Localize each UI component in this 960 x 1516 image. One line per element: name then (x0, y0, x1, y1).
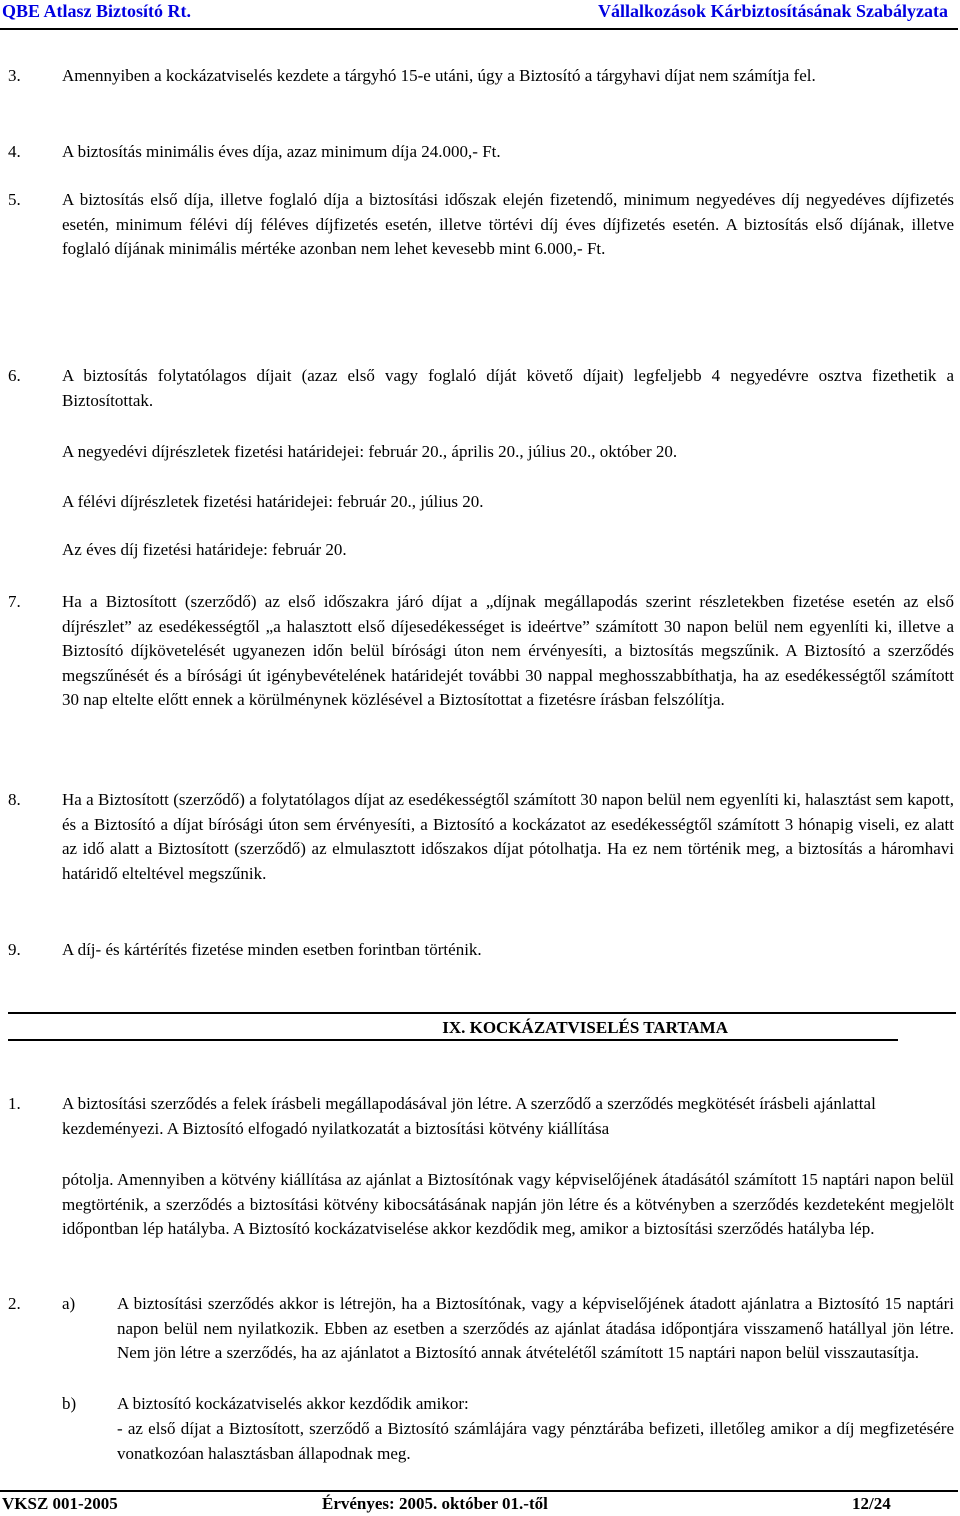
item-3-number: 3. (8, 66, 21, 85)
item-6-annual-deadline: Az éves díj fizetési határideje: február 20. (62, 540, 347, 559)
page-footer (0, 1490, 960, 1516)
item-4-text: A biztosítás minimális éves díja, azaz minimum díja 24.000,- Ft. (62, 142, 501, 161)
sec-item-1-number: 1. (8, 1094, 21, 1113)
section-top-rule (8, 1012, 956, 1014)
header-company: QBE Atlasz Biztosító Rt. (2, 1, 191, 21)
item-4-number: 4. (8, 142, 21, 161)
sec-item-2a-text: A biztosítási szerződés akkor is létrejön, ha a Biztosítónak, vagy a képviselőjének átadott ajánlatra a Biztosító 15 naptári napon belül nem nyilatkozik. Ebben az esetben a szerződés az ajánlat átadása időpontjára visszamenő hatállyal jön létre. Nem jön létre a szerződés, ha az ajánlatot a Biztosító annak átvételétől számított 15 naptári napon belül visszautasítja. (117, 1294, 954, 1362)
item-6-semiannual-deadlines: A félévi díjrészletek fizetési határidejei: február 20., július 20. (62, 492, 484, 511)
item-5-text: A biztosítás első díja, illetve foglaló díja a biztosítási időszak elején fizetendő, minimum negyedéves díj negyedéves díjfizetés esetén, minimum félévi díj féléves díjfizetés esetén, illetve törtévi díj éves díjfizetés esetén. A biztosítás első díjának, illetve foglaló díjának minimális mértéke azonban nem lehet kevesebb mint 6.000,- Ft. (62, 190, 954, 258)
item-6-text: A biztosítás folytatólagos díjait (azaz első vagy foglaló díját követő díjait) legfeljebb 4 negyedévre osztva fizethetik a Biztosítottak. (62, 366, 954, 410)
sec-item-2b-line: - az első díjat a Biztosított, szerződő a Biztosító számlájára vagy pénztárába befizeti, illetőleg amikor a díj megfizetésére vonatkozóan halasztásban állapodnak meg. (117, 1419, 954, 1463)
sec-item-2-number: 2. (8, 1294, 21, 1313)
item-6-quarterly-deadlines: A negyedévi díjrészletek fizetési határidejei: február 20., április 20., július 20., október 20. (62, 442, 678, 461)
item-6-number: 6. (8, 366, 21, 385)
item-5-number: 5. (8, 190, 21, 209)
header-rule (0, 28, 958, 30)
sec-item-1-text-a: A biztosítási szerződés a felek írásbeli megállapodásával jön létre. A szerződő a szerződés megkötését írásbeli ajánlattal kezdeményezi. A Biztosító elfogadó nyilatkozatát a biztosítási kötvény kiállítása (62, 1094, 876, 1138)
page-header (0, 0, 960, 26)
section-title-text: IX. KOCKÁZATVISELÉS TARTAMA (442, 1018, 728, 1037)
footer-validity: Érvényes: 2005. október 01.-től (322, 1494, 548, 1513)
footer-rule (0, 1490, 958, 1492)
sec-item-1-text-b: pótolja. Amennyiben a kötvény kiállítása az ajánlat a Biztosítónak vagy képviselőjének átadásától számított 15 naptári napon belül megtörténik, a szerződés a biztosítási kötvény kibocsátásának napján jön létre és a kötvényben a szerződés kezdeteként megjelölt időpontban lép hatályba. A Biztosító kockázatviselése akkor kezdődik meg, amikor a biztosítási szerződés hatályba lép. (62, 1170, 954, 1238)
item-9-text: A díj- és kártérítés fizetése minden esetben forintban történik. (62, 940, 482, 959)
sec-item-2b-text: A biztosító kockázatviselés akkor kezdődik amikor: (117, 1394, 469, 1413)
item-9-number: 9. (8, 940, 21, 959)
section-title (8, 1017, 898, 1041)
item-7-number: 7. (8, 592, 21, 611)
item-3-text: Amennyiben a kockázatviselés kezdete a tárgyhó 15-e utáni, úgy a Biztosító a tárgyhavi díjat nem számítja fel. (62, 66, 816, 85)
item-8-number: 8. (8, 790, 21, 809)
item-7-text: Ha a Biztosított (szerződő) az első időszakra járó díjat a „díjnak megállapodás szerint részletekben fizetése esetén az első díjrészlet” az esedékességtől „a halasztott első díjesedékességet is ideértve” számított 30 napon belül nem egyenlíti ki, illetve a Biztosító díjkövetelését ugyanezen időn belül bírósági úton nem érvényesíti, a biztosítás megszűnik. A Biztosító a szerződés megszűnését és a bírósági út igénybevételének határidejét további 30 nappal meghosszabbíthatja, ha az esedékességtől számított 30 nap eltelte előtt ennek a körülménynek közlésével a Biztosítottat a fizetésre írásban felszólítja. (62, 592, 954, 709)
sec-item-2b-label: b) (62, 1394, 77, 1413)
footer-page-number: 12/24 (852, 1494, 891, 1513)
item-8-text: Ha a Biztosított (szerződő) a folytatólagos díjat az esedékességtől számított 30 napon belül nem egyenlíti ki, halasztást sem kapott, és a Biztosító a díjat bírósági úton sem érvényesíti, a Biztosító a kockázatot az esedékességtől számított 3 hónapig viseli, ez alatt az idő alatt a Biztosított (szerződő) az elmulasztott időszakos díjat pótolhatja. Ha ez nem történik meg, a biztosítás a háromhavi határidő elteltével megszűnik. (62, 790, 954, 883)
sec-item-2a-label: a) (62, 1294, 76, 1313)
header-doc-title: Vállalkozások Kárbiztosításának Szabályzata (597, 1, 948, 21)
footer-doc-code: VKSZ 001-2005 (2, 1494, 118, 1513)
